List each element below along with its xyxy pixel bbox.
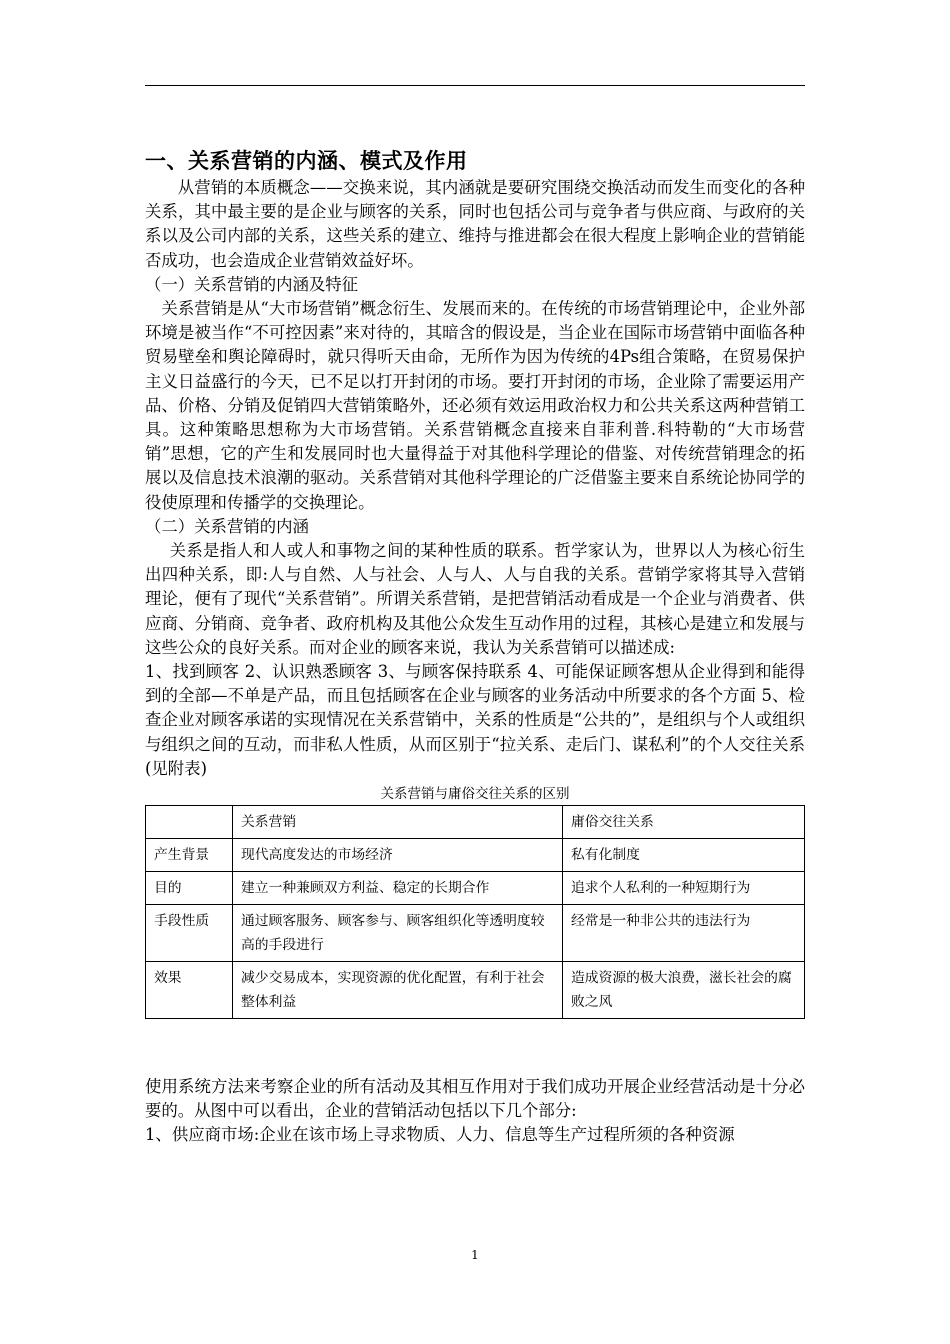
- table-cell: 现代高度发达的市场经济: [233, 839, 563, 872]
- row-label: 效果: [146, 962, 233, 1019]
- header-cell: 庸俗交往关系: [563, 806, 805, 839]
- table-row: [146, 905, 805, 962]
- intro-paragraph: 从营销的本质概念——交换来说，其内涵就是要研究围绕交换活动而发生而变化的各种关系，其中最主要的是企业与顾客的关系，同时也包括公司与竞争者与供应商、与政府的关系以及公司内部的关系，这些关系的建立、维持与推进都会在很大程度上影响企业的营销能否成功，也会造成企业营销效益好坏。: [145, 178, 805, 270]
- paragraph-2: 关系是指人和人或人和事物之间的某种性质的联系。哲学家认为，世界以人为核心衍生出四种关系，即:人与自然、人与社会、人与人、人与自我的关系。营销学家将其导入营销理论，便有了现代“关系营销”。所谓关系营销，是把营销活动看成是一个企业与消费者、供应商、分销商、竞争者、政府机构及其他公众发生互动作用的过程，其核心是建立和发展与这些公众的良好关系。而对企业的顾客来说，我认为关系营销可以描述成:: [145, 541, 805, 657]
- spacer: [145, 1019, 805, 1075]
- table-cell: 经常是一种非公共的违法行为: [563, 905, 805, 962]
- table-cell: 追求个人私利的一种短期行为: [563, 872, 805, 905]
- paragraph-5: 1、供应商市场:企业在该市场上寻求物质、人力、信息等生产过程所须的各种资源: [145, 1125, 735, 1145]
- section-heading: 一、关系营销的内涵、模式及作用: [145, 149, 468, 173]
- header-rule: [145, 85, 805, 86]
- table-cell: 减少交易成本，实现资源的优化配置，有利于社会整体利益: [233, 962, 563, 1019]
- table-row: [146, 962, 805, 1019]
- table-caption: 关系营销与庸俗交往关系的区别: [380, 786, 570, 803]
- table-cell: 造成资源的极大浪费，滋长社会的腐败之风: [563, 962, 805, 1019]
- table-cell: 通过顾客服务、顾客参与、顾客组织化等透明度较高的手段进行: [233, 905, 563, 962]
- header-cell: [146, 806, 233, 839]
- table-row: [146, 872, 805, 905]
- paragraph-1: 关系营销是从“大市场营销”概念衍生、发展而来的。在传统的市场营销理论中，企业外部环境是被当作“不可控因素”来对待的，其暗含的假设是，当企业在国际市场营销中面临各种贸易壁垒和舆论障碍时，就只得听天由命，无所作为因为传统的4Ps组合策略，在贸易保护主义日益盛行的今天，已不足以打开封闭的市场。要打开封闭的市场，企业除了需要运用产品、价格、分销及促销四大营销策略外，还必须有效运用政治权力和公共关系这两种营销工具。这种策略思想称为大市场营销。关系营销概念直接来自菲利普.科特勒的“大市场营销”思想，它的产生和发展同时也大量得益于对其他科学理论的借鉴、对传统营销理念的拓展以及信息技术浪潮的驱动。关系营销对其他科学理论的广泛借鉴主要来自系统论协同学的役使原理和传播学的交换理论。: [145, 299, 805, 512]
- table-cell: 私有化制度: [563, 839, 805, 872]
- table-row: [146, 839, 805, 872]
- table-header-row: [146, 806, 805, 839]
- row-label: 手段性质: [146, 905, 233, 962]
- row-label: 目的: [146, 872, 233, 905]
- row-label: 产生背景: [146, 839, 233, 872]
- subheading-2: （二）关系营销的内涵: [145, 516, 309, 536]
- page-number: 1: [471, 1248, 479, 1262]
- paragraph-4: 使用系统方法来考察企业的所有活动及其相互作用对于我们成功开展企业经营活动是十分必要的。从图中可以看出，企业的营销活动包括以下几个部分:: [145, 1077, 805, 1121]
- page-content: [145, 146, 805, 1148]
- paragraph-3: 1、找到顾客 2、认识熟悉顾客 3、与顾客保持联系 4、可能保证顾客想从企业得到和能得到的全部—不单是产品，而且包括顾客在企业与顾客的业务活动中所要求的各个方面 5、检查企业对顾客承诺的实现情况在关系营销中，关系的性质是“公共的”，是组织与个人或组织与组织之间的互动，而非私人性质，从而区别于“拉关系、走后门、谋私利”的个人交往关系(见附表): [145, 662, 805, 778]
- comparison-table: [145, 805, 805, 1019]
- subheading-1: （一）关系营销的内涵及特征: [145, 274, 359, 294]
- table-cell: 建立一种兼顾双方利益、稳定的长期合作: [233, 872, 563, 905]
- header-cell: 关系营销: [233, 806, 563, 839]
